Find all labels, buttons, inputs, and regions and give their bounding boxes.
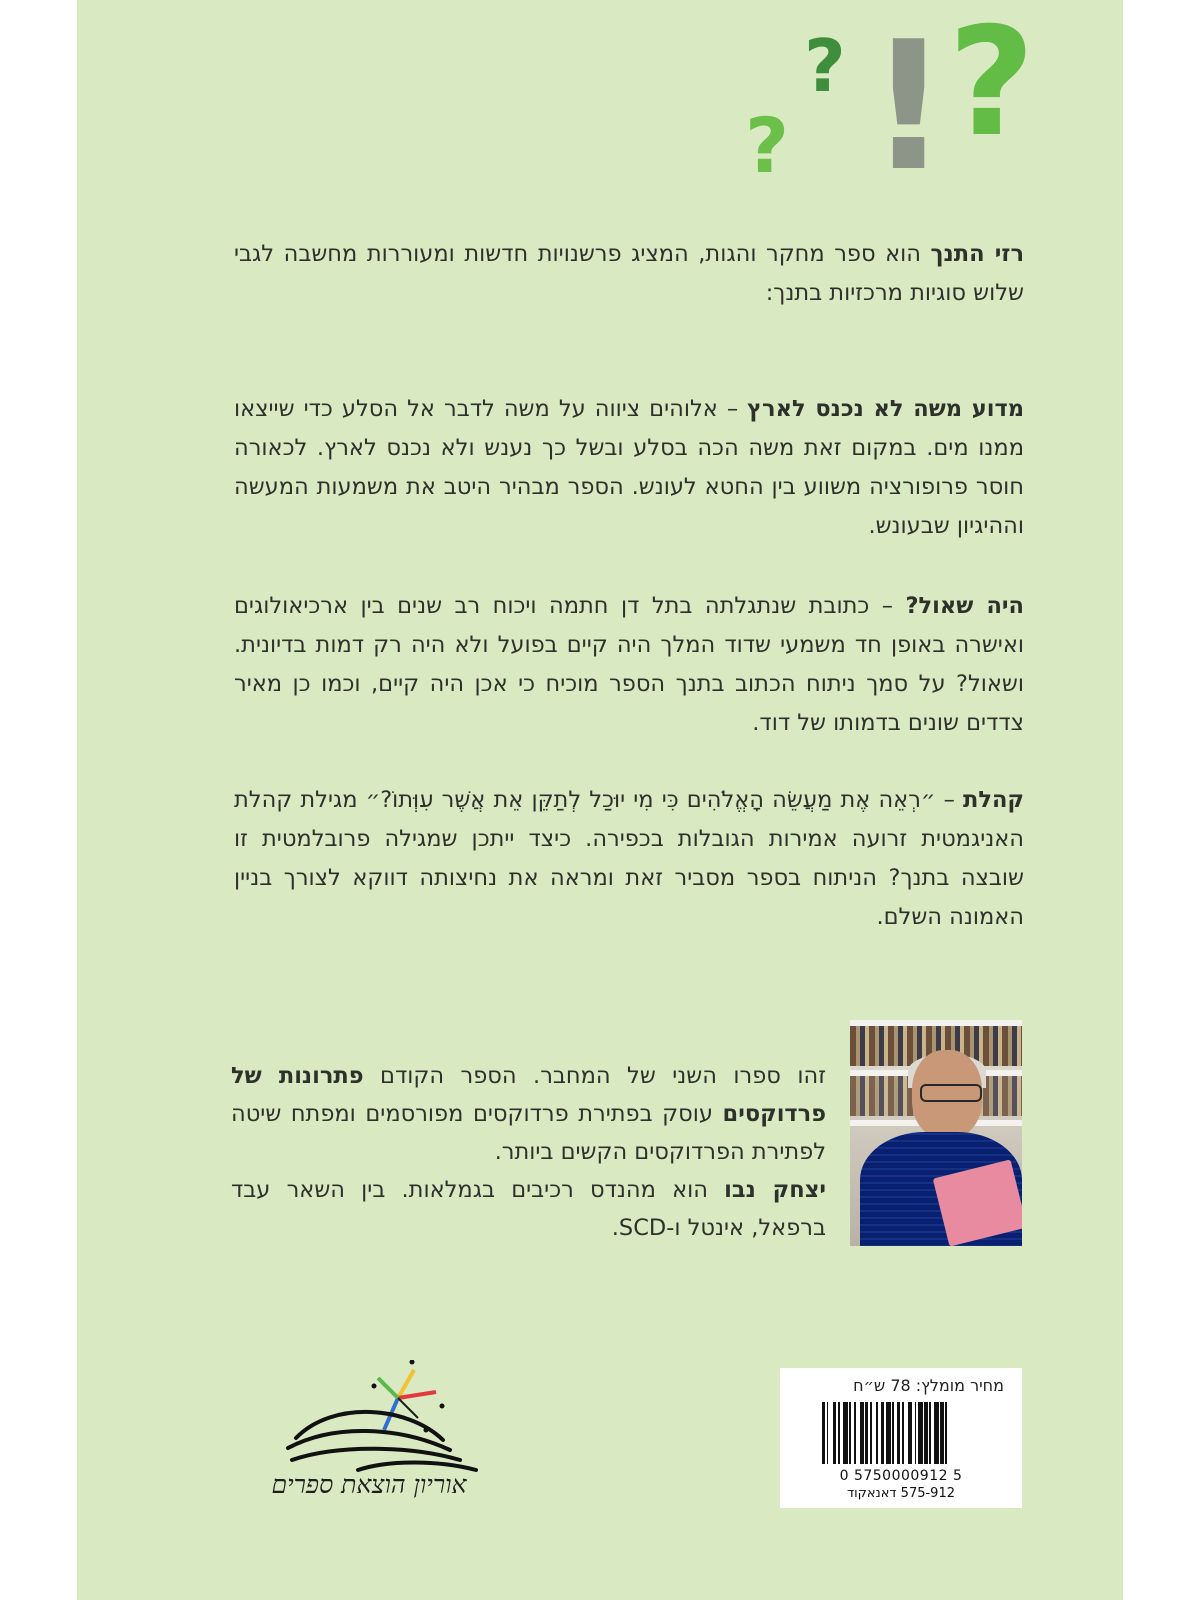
topic-paragraph bbox=[234, 781, 1024, 937]
topic-paragraph bbox=[234, 390, 1024, 546]
topic-title: מדוע משה לא נכנס לארץ bbox=[747, 396, 1025, 422]
star-icon bbox=[372, 1360, 445, 1433]
topic-title: קהלת bbox=[962, 787, 1024, 813]
barcode-bar bbox=[833, 1402, 836, 1464]
glasses-icon bbox=[920, 1084, 982, 1102]
barcode-bar bbox=[897, 1402, 900, 1464]
previous-book-title: פתרונות של פרדוקסים bbox=[231, 1063, 826, 1127]
barcode-bar bbox=[843, 1402, 848, 1464]
author-bio bbox=[231, 1057, 826, 1247]
barcode-bar bbox=[915, 1402, 917, 1464]
barcode-bar bbox=[929, 1402, 931, 1464]
barcode bbox=[822, 1402, 980, 1464]
barcode-bar bbox=[860, 1402, 863, 1464]
price-text: מחיר מומלץ: 78 ש״ח bbox=[853, 1376, 1004, 1395]
question-mark-icon: ? bbox=[745, 101, 790, 190]
open-book-icon bbox=[288, 1412, 476, 1470]
barcode-bar bbox=[940, 1402, 943, 1464]
barcode-bar bbox=[881, 1402, 884, 1464]
intro-text: הוא ספר מחקר והגות, המציג פרשנויות חדשות ומעוררות מחשבה לגבי שלוש סוגיות מרכזיות בתנך: bbox=[234, 241, 1024, 306]
barcode-bar bbox=[876, 1402, 878, 1464]
topic-title: היה שאול? bbox=[905, 593, 1025, 619]
barcode-bar bbox=[924, 1402, 927, 1464]
catalog-number: 575-912 דאנאקוד bbox=[846, 1486, 955, 1501]
shelf-line bbox=[850, 1020, 1022, 1026]
barcode-bar bbox=[934, 1402, 939, 1464]
barcode-bar bbox=[902, 1402, 904, 1464]
barcode-bar bbox=[865, 1402, 868, 1464]
book-title: רזי התנך bbox=[930, 241, 1024, 267]
barcode-bar bbox=[854, 1402, 856, 1464]
barcode-bar bbox=[870, 1402, 872, 1464]
topic-text: – ״רְאֵה אֶת מַעֲשֵׂה הָאֱלֹהִים כִּי מִי יוּכַל לְתַקֵּן אֵת אֲשֶׁר עִוְּתוֹ?״ מגילת קהלת האניגמטית זרועה אמירות הגובלות בכפירה. כיצד ייתכן שמגילה פרובלמטית זו שובצה בתנך? הניתוח בספר מסביר זאת ומראה את נחיצותה דווקא לצורך בניין האמונה השלם. bbox=[234, 787, 1024, 930]
barcode-bar bbox=[945, 1402, 947, 1464]
exclamation-mark-icon: ! bbox=[868, 3, 950, 210]
barcode-bar bbox=[849, 1402, 851, 1464]
intro-paragraph bbox=[234, 235, 1024, 313]
barcode-bar bbox=[827, 1402, 829, 1464]
barcode-bar bbox=[886, 1402, 891, 1464]
barcode-bar bbox=[892, 1402, 894, 1464]
barcode-number: 0 5750000912 5 bbox=[839, 1468, 963, 1484]
barcode-label bbox=[780, 1368, 1022, 1508]
barcode-bar bbox=[838, 1402, 840, 1464]
question-mark-icon: ? bbox=[948, 0, 1036, 170]
bio-text: עוסק בפתירת פרדוקסים מפורסמים ומפתח שיטה לפתירת הפרדוקסים הקשים ביותר. bbox=[231, 1101, 826, 1165]
barcode-bar bbox=[822, 1402, 825, 1464]
barcode-bar bbox=[908, 1402, 911, 1464]
topic-paragraph bbox=[234, 587, 1024, 743]
author-photo bbox=[850, 1020, 1022, 1246]
topic-text: – אלוהים ציווה על משה לדבר אל הסלע כדי שייצאו ממנו מים. במקום זאת משה הכה בסלע ובשל כך נענש ולא נכנס לארץ. לכאורה חוסר פרופורציה משווע בין החטא לעונש. הספר מבהיר היטב את משמעות המעשה וההיגיון שבעונש. bbox=[234, 396, 1024, 539]
barcode-bar bbox=[918, 1402, 923, 1464]
author-name: יצחק נבו bbox=[724, 1177, 827, 1203]
bio-text: הוא מהנדס רכיבים בגמלאות. בין השאר עבד ברפאל, אינטל ו-SCD. bbox=[231, 1177, 826, 1241]
publisher-name: אוריון הוצאת ספרים bbox=[271, 1470, 467, 1499]
topic-text: – כתובת שנתגלתה בתל דן חתמה ויכוח רב שנים בין ארכיאולוגים ואישרה באופן חד משמעי שדוד המלך היה קיים בפועל ולא היה רק דמות בדיונית. ושאול? על סמך ניתוח הכתוב בתנך הספר מוכיח כי אכן היה קיים, וכמו כן מאיר צדדים שונים בדמותו של דוד. bbox=[234, 593, 1024, 736]
question-mark-icon: ? bbox=[804, 24, 846, 108]
bio-text: זהו ספרו השני של המחבר. הספר הקודם bbox=[363, 1063, 826, 1089]
